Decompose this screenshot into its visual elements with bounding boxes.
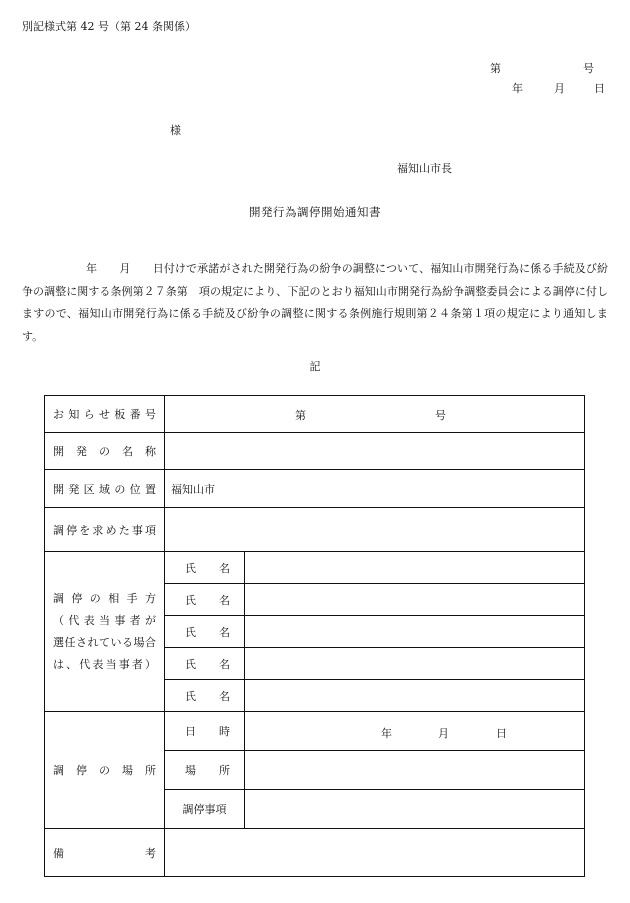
row-dev-location xyxy=(45,470,585,508)
date-day-label: 日 xyxy=(594,82,605,95)
datetime-year-label: 年 xyxy=(381,727,392,740)
counterparty-label-line4: は、代表当事者） xyxy=(53,657,156,671)
remarks-label: 備考 xyxy=(45,829,165,877)
notice-board-label: お知らせ板番号 xyxy=(45,396,165,433)
counterparty-name-cell[interactable] xyxy=(245,648,585,680)
ki-heading: 記 xyxy=(309,360,321,373)
venue-label: 調停の場所 xyxy=(45,712,165,829)
counterparty-name-cell[interactable] xyxy=(245,584,585,616)
row-remarks xyxy=(45,829,585,877)
name-label: 氏名 xyxy=(165,680,245,712)
sender-name: 福知山市長 xyxy=(397,162,452,175)
counterparty-label xyxy=(45,552,165,712)
place-value-cell[interactable] xyxy=(245,751,585,790)
name-label: 氏名 xyxy=(165,616,245,648)
name-label: 氏名 xyxy=(165,584,245,616)
mediation-items-label: 調停事項 xyxy=(165,790,245,829)
addressee-honorific: 様 xyxy=(170,124,181,137)
dev-location-value-cell[interactable]: 福知山市 xyxy=(165,470,585,508)
counterparty-label-line1: 調停の相手方 xyxy=(53,591,156,605)
row-notice-board xyxy=(45,396,585,433)
notice-form-table xyxy=(44,395,585,877)
notice-board-suffix: 号 xyxy=(435,409,446,422)
date-month-label: 月 xyxy=(554,82,565,95)
dev-name-label: 開発の名称 xyxy=(45,433,165,470)
counterparty-label-line3: 選任されている場合 xyxy=(53,635,156,649)
counterparty-name-cell[interactable] xyxy=(245,552,585,584)
notice-board-prefix: 第 xyxy=(295,409,306,422)
row-counterparty-1 xyxy=(45,552,585,584)
place-label: 場所 xyxy=(165,751,245,790)
dev-name-value-cell[interactable] xyxy=(165,433,585,470)
mediation-items-value-cell[interactable] xyxy=(245,790,585,829)
name-label: 氏名 xyxy=(165,552,245,584)
document-number-prefix: 第 xyxy=(490,62,501,75)
mediation-matter-value-cell[interactable] xyxy=(165,508,585,552)
row-mediation-matter xyxy=(45,508,585,552)
issue-date xyxy=(512,80,605,96)
datetime-day-label: 日 xyxy=(496,727,507,740)
datetime-month-label: 月 xyxy=(438,727,449,740)
document-title: 開発行為調停開始通知書 xyxy=(249,205,381,219)
row-dev-name xyxy=(45,433,585,470)
remarks-value-cell[interactable] xyxy=(165,829,585,877)
row-venue-datetime xyxy=(45,712,585,751)
document-number-suffix: 号 xyxy=(583,62,594,75)
notice-board-value-cell[interactable] xyxy=(165,396,585,433)
datetime-value-cell[interactable] xyxy=(245,712,585,751)
counterparty-name-cell[interactable] xyxy=(245,616,585,648)
date-year-label: 年 xyxy=(512,82,523,95)
dev-location-label: 開発区域の位置 xyxy=(45,470,165,508)
mediation-matter-label: 調停を求めた事項 xyxy=(45,508,165,552)
notice-paragraph: 年 月 日付けで承諾がされた開発行為の紛争の調整について、福知山市開発行為に係る手続及び紛争の調整に関する条例第２７条第 項の規定により、下記のとおり福知山市開発行為紛争調整委員会による調停に付しますので、福知山市開発行為に係る手続及び紛争の調整に関する条例施行規則第２４条第１項の規定により通知します。 xyxy=(22,262,608,343)
counterparty-name-cell[interactable] xyxy=(245,680,585,712)
name-label: 氏名 xyxy=(165,648,245,680)
counterparty-label-line2: （代表当事者が xyxy=(53,613,156,627)
form-identifier: 別記様式第 42 号（第 24 条関係） xyxy=(22,20,196,33)
datetime-label: 日時 xyxy=(165,712,245,751)
